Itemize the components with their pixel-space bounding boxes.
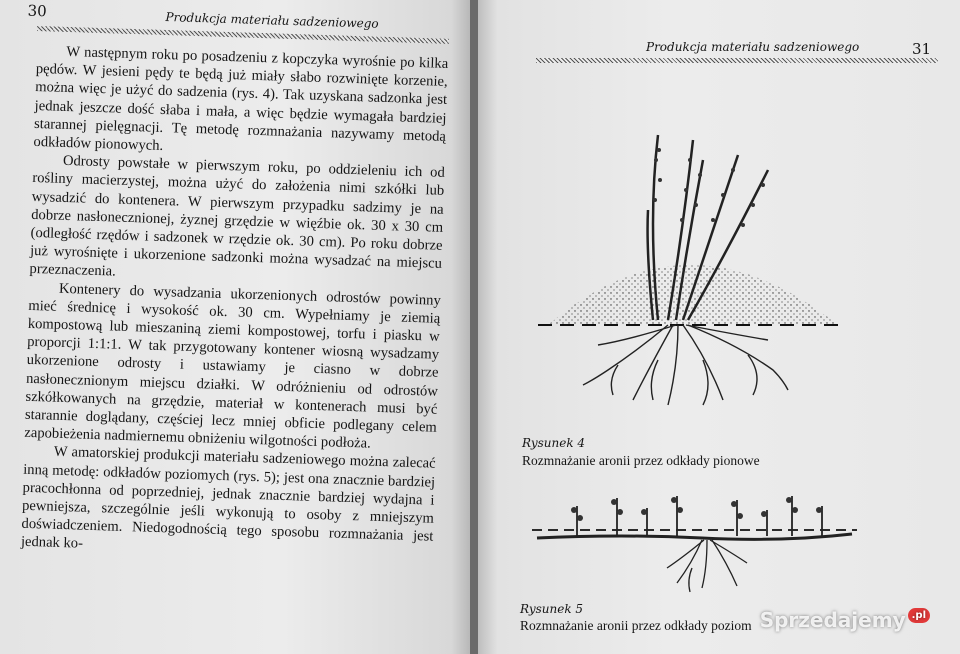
figure-5-label: Rysunek 5: [520, 602, 584, 616]
layered-branch: [537, 534, 852, 539]
header-rule-right: [536, 58, 938, 63]
left-page: [0, 0, 470, 654]
paragraph: Kontenery do wysadzania ukorzenionych odrostów powinny mieć średnicę i wysokość ok. 30 cm. Wypełniamy je ziemią kompostową lub mieszaniną ziemi kompostowej, torfu i piasku w proporcji 1:1:1. W tak przygotowany kontener wiosną wysadzamy ukorzenione odrosty i ustawiamy je ciasno w dobrze nasłonecznionym miejscu działki. W odróżnieniu od odrostów szkółkowanych na grzędzie, materiał w kontenerach musi być starannie doglądany, częściej lecz mniej obficie podlegany celem zapobieżenia nadmiernemu obniżeniu wilgotności podłoża.: [24, 280, 442, 452]
page-number-right: 31: [912, 40, 932, 58]
paragraph: W następnym roku po posadzeniu z kopczyka wyrośnie po kilka pędów. W jesieni pędy te będą już miały słabo rozwinięte korzenie, można więc je użyć do sadzenia (rys. 4). Tak uzyskana sadzonka jest jednak jeszcze dość słaba i mała, a więc będzie wymagała bardziej starannej pielęgnacji. Tę metodę rozmnażania nazywamy metodą odkładów pionowych.: [33, 43, 449, 155]
figure-4-caption: Rozmnażanie aronii przez odkłady pionowe: [522, 453, 760, 468]
book-gutter: [470, 0, 478, 654]
figure-5-horizontal-layering-illustration: [522, 488, 862, 598]
body-text: [21, 42, 449, 564]
figure-4-vertical-layering-illustration: [538, 100, 858, 420]
watermark-logo: [760, 608, 930, 632]
buds: [653, 148, 765, 227]
soil-mound: [548, 265, 838, 325]
watermark-text: Sprzedajemy: [759, 608, 906, 632]
running-head-left: Produkcja materiału sadzeniowego: [165, 10, 379, 31]
running-head-right: Produkcja materiału sadzeniowego: [646, 40, 860, 54]
page-number-left: 30: [27, 1, 48, 21]
watermark-badge: .pl: [908, 608, 930, 623]
shoot-buds: [571, 497, 822, 521]
left-page-content: [20, 0, 450, 553]
figure-5-caption: Rozmnażanie aronii przez odkłady poziom: [520, 618, 752, 633]
roots: [583, 325, 788, 405]
right-page: [478, 0, 960, 654]
figure-4-label: Rysunek 4: [522, 436, 586, 450]
header-rule-left: [37, 26, 449, 44]
paragraph: W amatorskiej produkcji materiału sadzeniowego można zalecać inną metodę: odkładów poziomych (rys. 5); jest ona znacznie bardziej pracochłonna od poprzedniej, jednak znacznie bardziej wydajna i pewniejsza, szczególnie jeśli wykonują to osoby z mniejszym doświadczeniem. Niedogodnością tego sposobu rozmnażania jest jednak ko-: [20, 444, 436, 553]
paragraph: Odrosty powstałe w pierwszym roku, po oddzieleniu ich od rośliny macierzystej, można użyć do założenia nimi szkółki lub wysadzić do kontenera. W pierwszym przypadku sadzimy je na dobrze nasłonecznionej, żyznej grzędzie w więźbie ok. 30 x 30 cm (odległość rzędów i sadzonek w rzędzie ok. 30 cm). Po roku dobrze już wyrośnięte i ukorzenione sadzonki można wysadzać na miejscu przeznaczenia.: [29, 153, 446, 281]
mother-plant-roots: [667, 540, 747, 592]
